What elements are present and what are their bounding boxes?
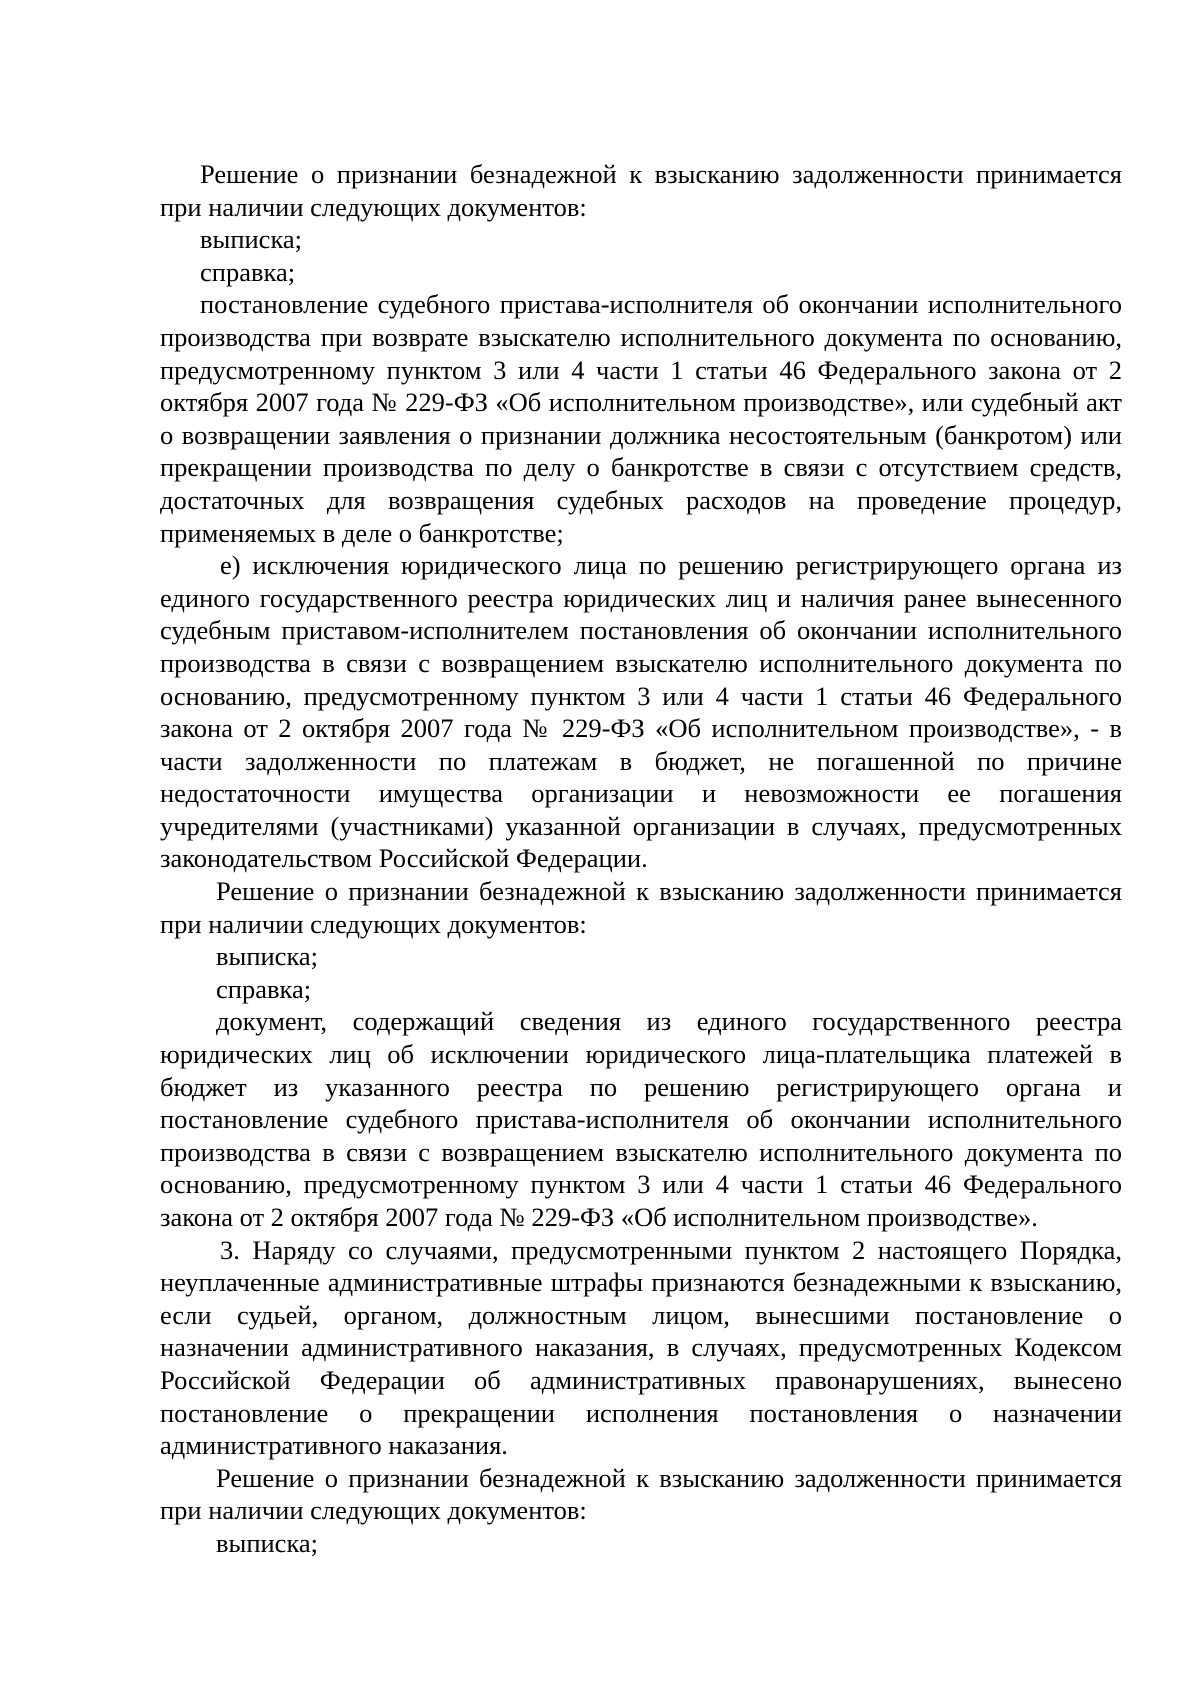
- paragraph-item-3: 3. Наряду со случаями, предусмотренными пунктом 2 настоящего Порядка, неуплаченные административные штрафы признаются безнадежными к взысканию, если судьей, органом, должностным лицом, вынесшими постановление о назначении административного наказания, в случаях, предусмотренных Кодексом Российской Федерации об административных правонарушениях, вынесено постановление о прекращении исполнения постановления о назначении административного наказания.: [160, 1234, 1122, 1461]
- list-item-bailiff-resolution-1: постановление судебного пристава-исполнителя об окончании исполнительного производства при возврате взыскателю исполнительного документа по основанию, предусмотренному пунктом 3 или 4 части 1 статьи 46 Федерального закона от 2 октября 2007 года № 229-ФЗ «Об исполнительном производстве», или судебный акт о возвращении заявления о признании должника несостоятельным (банкротом) или прекращении производства по делу о банкротстве в связи с отсутствием средств, достаточных для возвращения судебных расходов на проведение процедур, применяемых в деле о банкротстве;: [160, 289, 1122, 548]
- paragraph-item-e: е) исключения юридического лица по решению регистрирующего органа из единого государственного реестра юридических лиц и наличия ранее вынесенного судебным приставом-исполнителем постановления об окончании исполнительного производства в связи с возвращением взыскателю исполнительного документа по основанию, предусмотренному пунктом 3 или 4 части 1 статьи 46 Федерального закона от 2 октября 2007 года № 229-ФЗ «Об исполнительном производстве», - в части задолженности по платежам в бюджет, не погашенной по причине недостаточности имущества организации и невозможности ее погашения учредителями (участниками) указанной организации в случаях, предусмотренных законодательством Российской Федерации.: [160, 550, 1122, 874]
- paragraph-decision-intro-1: Решение о признании безнадежной к взысканию задолженности принимается при наличии следующих документов:: [160, 159, 1122, 222]
- list-item-extract-1: выписка;: [200, 224, 303, 255]
- list-item-extract-2: выписка;: [216, 941, 319, 972]
- paragraph-decision-intro-2: Решение о признании безнадежной к взысканию задолженности принимается при наличии следующих документов:: [160, 876, 1122, 939]
- paragraph-decision-intro-3: Решение о признании безнадежной к взысканию задолженности принимается при наличии следующих документов:: [160, 1462, 1122, 1526]
- list-item-registry-document: документ, содержащий сведения из единого государственного реестра юридических лиц об исключении юридического лица-плательщика платежей в бюджет из указанного реестра по решению регистрирующего органа и постановление судебного пристава-исполнителя об окончании исполнительного производства в связи с возвращением взыскателю исполнительного документа по основанию, предусмотренному пунктом 3 или 4 части 1 статьи 46 Федерального закона от 2 октября 2007 года № 229-ФЗ «Об исполнительном производстве».: [160, 1006, 1122, 1232]
- list-item-certificate-2: справка;: [216, 973, 312, 1004]
- document-body: [160, 158, 1122, 1560]
- list-item-certificate-1: справка;: [200, 256, 296, 287]
- list-item-extract-3: выписка;: [216, 1527, 319, 1558]
